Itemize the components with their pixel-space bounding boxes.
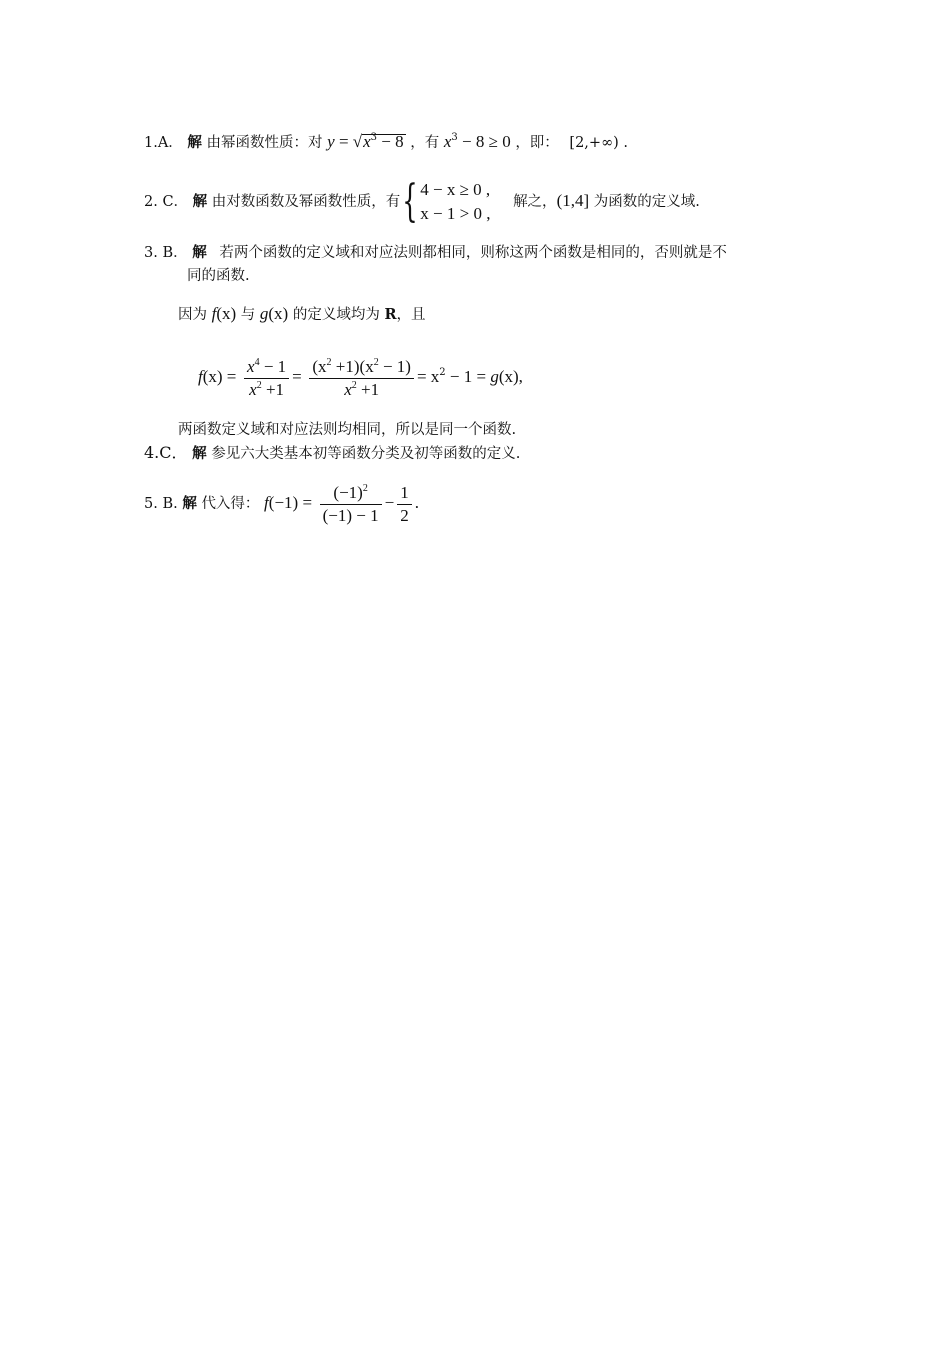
fraction-2: [309, 356, 414, 401]
real-numbers-symbol: R: [384, 306, 397, 323]
math-rest: (x): [268, 304, 289, 323]
math-rest: − 1): [378, 356, 411, 376]
exponent: 2: [256, 379, 262, 391]
answer-text: ，且: [396, 307, 426, 323]
math-rest: +1: [356, 379, 380, 399]
fraction-substitution: [320, 482, 382, 527]
math-op: =: [334, 132, 353, 151]
answer-2: [144, 174, 700, 228]
answer-3-premise: [178, 304, 426, 325]
answer-label: 1.A．: [144, 135, 183, 151]
answer-text: 解之，: [513, 194, 557, 210]
math-rest: − 1: [259, 356, 287, 376]
math-rest: = x: [416, 367, 440, 386]
answer-label: 5. B.: [144, 496, 178, 512]
answer-text: 代入得：: [201, 496, 260, 512]
answer-label: 4.C．: [144, 443, 188, 462]
radical-sign: √: [352, 132, 363, 151]
math-rest: (x) =: [202, 367, 237, 386]
math-var: x: [249, 379, 257, 399]
exponent: 3: [451, 132, 458, 143]
answer-label: 3. B．: [144, 245, 188, 261]
inequality-system: [420, 178, 490, 226]
answer-text: 参见六大类基本初等函数分类及初等函数的定义.: [211, 446, 521, 462]
fraction-half: [397, 482, 412, 527]
math-var: x: [363, 132, 371, 151]
math-rest: +1: [261, 379, 285, 399]
answer-text: 与: [240, 307, 256, 323]
answer-text: 由幂函数性质：对: [206, 135, 323, 151]
answer-3: [144, 243, 727, 263]
exponent: 2: [351, 379, 357, 391]
math-rest: − 8: [377, 132, 404, 151]
math-var: y: [327, 132, 335, 151]
math-var: x: [344, 379, 352, 399]
math-rest: +1)(x: [331, 356, 374, 376]
answer-text: .: [623, 135, 629, 151]
math-var: g: [259, 304, 269, 323]
answer-5: [144, 478, 419, 528]
solve-keyword: 解: [187, 134, 202, 151]
exponent: 2: [439, 367, 446, 378]
exponent: 3: [370, 132, 378, 143]
math-var: x: [247, 356, 255, 376]
math-rest: (x),: [498, 367, 523, 386]
left-brace: {: [402, 176, 418, 227]
math-rest: (x): [216, 304, 237, 323]
answer-text: 同的函数.: [187, 268, 250, 284]
math-rest: 1: [400, 482, 409, 502]
exponent: 4: [254, 356, 260, 368]
answer-text: ，有: [410, 135, 440, 151]
math-op: −: [384, 493, 395, 512]
answer-3-equation: [198, 352, 523, 402]
fraction-1: [244, 356, 289, 401]
interval: (1,4]: [556, 191, 590, 210]
answer-text: 两函数定义域和对应法则均相同，所以是同一个函数.: [178, 422, 517, 438]
answer-text: 的定义域均为: [292, 307, 380, 323]
inequality-1: 4 − x ≥ 0 ,: [420, 180, 491, 199]
inequality-2: x − 1 > 0 ,: [420, 204, 491, 223]
exponent: 2: [362, 482, 368, 494]
math-rest: .: [414, 493, 419, 512]
answer-4: [144, 443, 520, 464]
exponent: 2: [373, 356, 379, 368]
answer-label: 2. C．: [144, 194, 189, 210]
exponent: 2: [326, 356, 332, 368]
math-var: x: [443, 132, 452, 151]
math-rest: (−1) − 1: [322, 505, 379, 525]
answer-text: 为函数的定义域.: [593, 194, 700, 210]
math-rest: (−1): [333, 482, 363, 502]
solve-keyword: 解: [192, 244, 207, 261]
answer-text: 若两个函数的定义域和对应法则都相同，则称这两个函数是相同的，否则就是不: [219, 245, 727, 261]
answer-text: ，即：: [515, 135, 559, 151]
math-var: g: [490, 367, 499, 386]
answer-1: [144, 132, 628, 153]
math-rest: − 1 =: [445, 367, 491, 386]
math-var: f: [211, 304, 217, 323]
math-rest: 2: [400, 505, 409, 525]
math-op: =: [292, 367, 302, 386]
answer-3-continuation: [187, 266, 250, 286]
math-rest: (x: [312, 356, 327, 376]
solve-keyword: 解: [192, 445, 207, 462]
radicand: [362, 132, 406, 153]
math-rest: (−1) =: [268, 493, 313, 512]
solve-keyword: 解: [192, 193, 208, 210]
math-rest: − 8 ≥ 0: [457, 132, 511, 151]
math-var: f: [264, 493, 269, 512]
answer-text: 由对数函数及幂函数性质，有: [211, 194, 401, 210]
math-var: f: [198, 367, 203, 386]
solve-keyword: 解: [182, 495, 197, 512]
interval: [2,+∞): [569, 135, 619, 151]
answer-text: 因为: [178, 307, 207, 323]
answer-3-conclusion: [178, 420, 516, 440]
